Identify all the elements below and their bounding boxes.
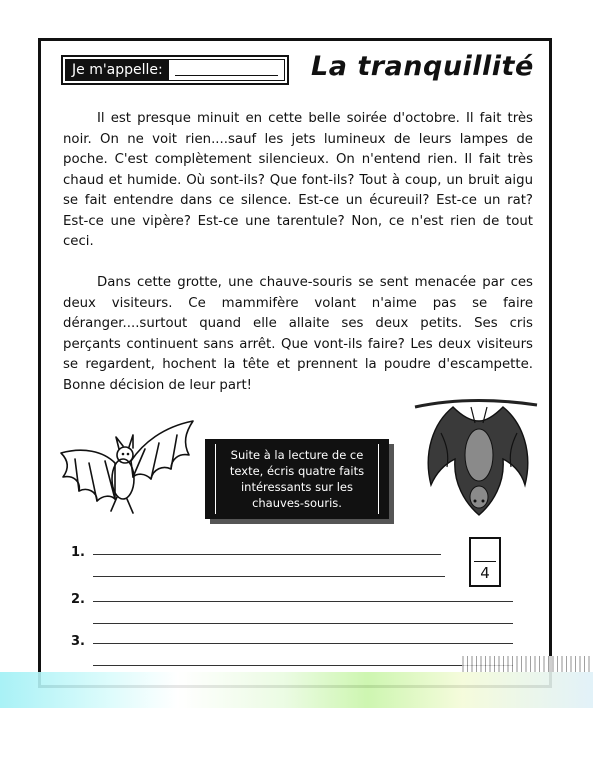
answer-number-3: 3. (71, 634, 85, 649)
name-label: Je m'appelle: (66, 60, 169, 80)
score-blank[interactable] (474, 539, 496, 562)
score-total: 4 (480, 564, 490, 582)
instruction-text: Suite à la lecture de ce texte, écris quatre faits intéressants sur les chauves-souris. (215, 442, 379, 516)
paragraph-1 (63, 109, 533, 253)
answer-number-1: 1. (71, 545, 85, 560)
instruction-box (205, 439, 389, 519)
answer-line-2a[interactable] (93, 601, 513, 602)
paragraph-2 (63, 273, 533, 396)
answer-line-3a[interactable] (93, 643, 513, 644)
scan-artifact-noise (462, 656, 592, 672)
answer-line-1b[interactable] (93, 576, 445, 577)
flying-bat-icon (53, 413, 203, 523)
page-title: La tranquillité (311, 51, 534, 82)
answer-line-1a[interactable] (93, 554, 441, 555)
score-box (469, 537, 501, 587)
answer-line-3b[interactable] (93, 665, 513, 666)
worksheet (38, 38, 552, 688)
scan-artifact-band (0, 672, 593, 708)
paragraph-1-text: Il est presque minuit en cette belle soirée d'octobre. Il fait très noir. On ne voit rien....sauf les jets lumineux de leurs lampes de poche. C'est complètement silencieux. On n'entend rien. Il fait très chaud et humide. Où sont-ils? Que font-ils? Tout à coup, un bruit aigu se fait entendre dans ce silence. Est-ce un écureuil? Est-ce un rat? Est-ce une vipère? Est-ce une tarentule? Non, ce n'est rien de tout ceci. (63, 111, 533, 249)
answer-line-2b[interactable] (93, 623, 513, 624)
answer-number-2: 2. (71, 592, 85, 607)
name-box (61, 55, 289, 85)
hanging-bat-icon (413, 393, 543, 523)
paragraph-2-text: Dans cette grotte, une chauve-souris se sent menacée par ces deux visiteurs. Ce mammifère volant n'aime pas se faire déranger....surtout quand elle allaite ses deux petits. Ses cris perçants continuent sans arrêt. Que vont-ils faire? Les deux visiteurs se regardent, hochent la tête et prennent la poudre d'escampette. Bonne décision de leur part! (63, 275, 533, 393)
name-input-line[interactable] (175, 75, 278, 76)
